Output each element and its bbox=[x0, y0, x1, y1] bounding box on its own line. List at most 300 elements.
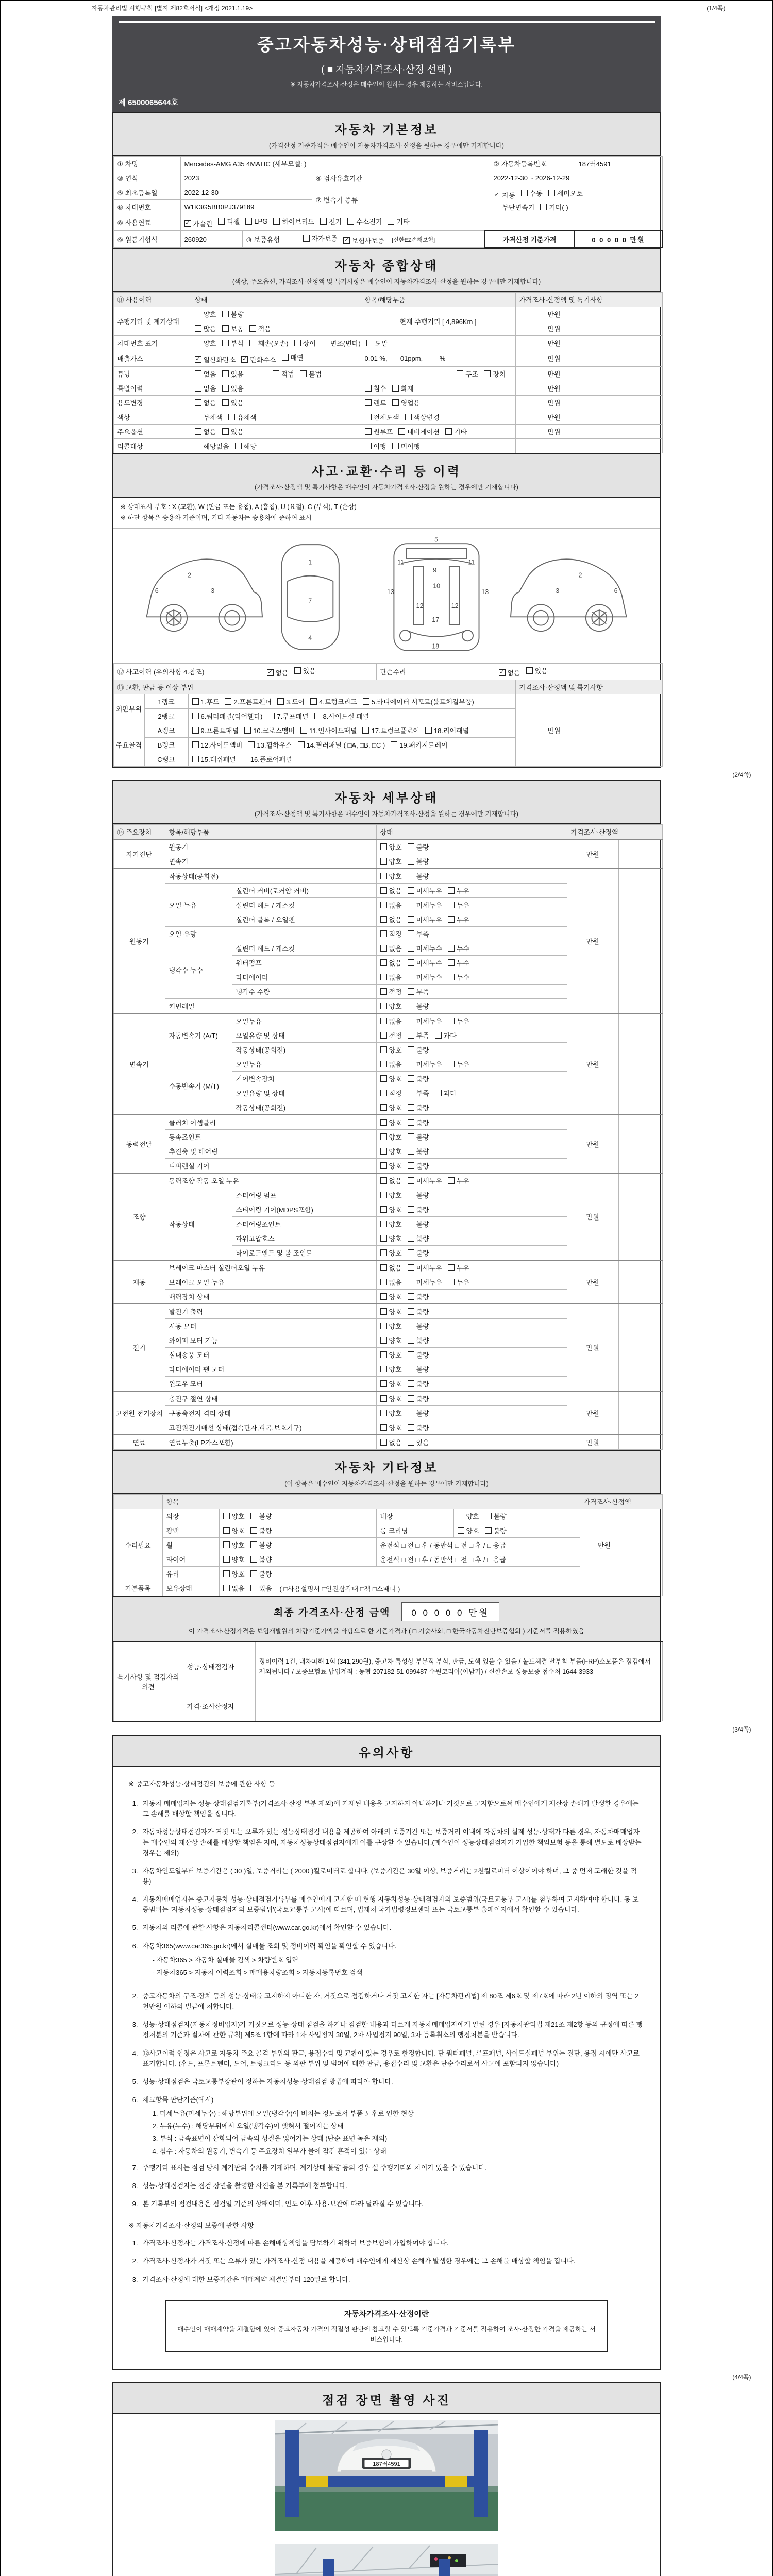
checkbox-option[interactable] bbox=[408, 1307, 429, 1316]
checkbox[interactable] bbox=[380, 1279, 387, 1285]
checkbox[interactable] bbox=[408, 1395, 414, 1402]
checkbox-option[interactable] bbox=[408, 943, 442, 953]
checkbox[interactable] bbox=[365, 414, 372, 420]
checkbox[interactable] bbox=[448, 916, 455, 923]
checkbox[interactable] bbox=[408, 930, 414, 937]
checkbox-option[interactable] bbox=[408, 1437, 429, 1447]
checkbox[interactable] bbox=[195, 399, 201, 406]
checkbox-option[interactable] bbox=[195, 338, 216, 348]
checkbox[interactable] bbox=[282, 354, 289, 361]
checkbox[interactable] bbox=[244, 727, 251, 734]
checkbox[interactable] bbox=[408, 988, 414, 995]
checkbox-option[interactable] bbox=[458, 1526, 479, 1535]
checkbox-option[interactable] bbox=[380, 886, 402, 895]
checkbox[interactable] bbox=[273, 370, 279, 377]
checkbox[interactable] bbox=[408, 1206, 414, 1213]
checkbox[interactable] bbox=[303, 235, 310, 242]
checkbox[interactable] bbox=[380, 1206, 387, 1213]
checkbox-option[interactable] bbox=[448, 1277, 469, 1287]
checkbox-option[interactable] bbox=[548, 188, 583, 198]
checkbox-option[interactable] bbox=[250, 1583, 272, 1593]
checkbox[interactable] bbox=[222, 385, 229, 392]
checkbox[interactable] bbox=[380, 1162, 387, 1169]
checkbox-option[interactable] bbox=[380, 1059, 402, 1069]
checkbox-option[interactable] bbox=[347, 216, 382, 226]
checkbox[interactable] bbox=[380, 1235, 387, 1242]
checkbox[interactable] bbox=[391, 741, 397, 748]
checkbox[interactable] bbox=[249, 325, 256, 332]
checkbox-option[interactable] bbox=[273, 369, 294, 379]
checkbox[interactable] bbox=[218, 218, 225, 225]
checkbox-option[interactable] bbox=[380, 1292, 402, 1301]
checkbox[interactable] bbox=[494, 204, 500, 210]
checkbox[interactable] bbox=[448, 1018, 455, 1024]
checkbox[interactable] bbox=[380, 1410, 387, 1416]
checkbox-option[interactable] bbox=[521, 188, 543, 198]
checkbox-option[interactable] bbox=[408, 1379, 429, 1388]
checkbox[interactable] bbox=[380, 1119, 387, 1126]
checkbox-option[interactable] bbox=[268, 711, 308, 721]
checkbox-option[interactable] bbox=[392, 398, 421, 408]
checkbox[interactable] bbox=[249, 340, 256, 346]
checkbox-option[interactable] bbox=[448, 900, 469, 910]
checkbox[interactable] bbox=[380, 1264, 387, 1271]
checkbox[interactable] bbox=[485, 1513, 492, 1519]
checkbox-option[interactable] bbox=[405, 412, 440, 422]
checkbox[interactable] bbox=[448, 945, 455, 952]
checkbox[interactable] bbox=[380, 1366, 387, 1372]
checkbox[interactable] bbox=[223, 1556, 230, 1563]
checkbox[interactable] bbox=[365, 428, 372, 435]
checkbox-option[interactable] bbox=[448, 958, 469, 968]
checkbox[interactable] bbox=[408, 843, 414, 850]
checkbox-option[interactable] bbox=[380, 1132, 402, 1142]
checkbox-option[interactable] bbox=[391, 740, 447, 750]
checkbox[interactable] bbox=[448, 1177, 455, 1184]
checkbox[interactable] bbox=[380, 1148, 387, 1155]
checkbox[interactable] bbox=[408, 1046, 414, 1053]
checkbox[interactable] bbox=[192, 727, 199, 734]
checkbox-option[interactable] bbox=[408, 1001, 429, 1011]
checkbox-option[interactable] bbox=[294, 666, 316, 675]
checkbox[interactable] bbox=[408, 1075, 414, 1082]
checkbox[interactable] bbox=[294, 340, 301, 346]
checkbox-option[interactable] bbox=[192, 740, 243, 750]
checkbox-option[interactable] bbox=[195, 324, 216, 333]
checkbox-option[interactable] bbox=[380, 1219, 402, 1229]
checkbox[interactable] bbox=[298, 741, 305, 748]
checkbox-option[interactable] bbox=[408, 1117, 429, 1127]
checkbox-option[interactable] bbox=[408, 1248, 429, 1258]
checkbox[interactable]: ✓ bbox=[195, 356, 200, 362]
checkbox[interactable] bbox=[242, 756, 248, 762]
checkbox-option[interactable] bbox=[408, 1263, 442, 1273]
checkbox-option[interactable] bbox=[241, 354, 276, 364]
checkbox[interactable] bbox=[223, 1541, 230, 1548]
checkbox[interactable] bbox=[408, 1162, 414, 1169]
checkbox-option[interactable] bbox=[398, 427, 440, 436]
checkbox[interactable] bbox=[380, 1221, 387, 1227]
checkbox-option[interactable] bbox=[540, 202, 568, 212]
checkbox-option[interactable] bbox=[365, 398, 386, 408]
checkbox[interactable] bbox=[408, 974, 414, 980]
checkbox-option[interactable] bbox=[380, 1045, 402, 1055]
checkbox-option[interactable] bbox=[303, 233, 338, 243]
checkbox[interactable] bbox=[380, 1351, 387, 1358]
checkbox-option[interactable] bbox=[408, 1219, 429, 1229]
checkbox-option[interactable] bbox=[366, 338, 388, 348]
checkbox-option[interactable] bbox=[222, 324, 244, 333]
checkbox-option[interactable] bbox=[484, 369, 506, 379]
checkbox[interactable] bbox=[347, 218, 354, 225]
checkbox[interactable] bbox=[540, 204, 547, 210]
checkbox[interactable] bbox=[363, 698, 369, 705]
checkbox[interactable]: ✓ bbox=[494, 191, 499, 198]
checkbox[interactable] bbox=[458, 1513, 464, 1519]
checkbox-option[interactable] bbox=[445, 427, 467, 436]
checkbox-option[interactable] bbox=[380, 943, 402, 953]
checkbox-option[interactable] bbox=[195, 427, 216, 436]
checkbox[interactable] bbox=[380, 1308, 387, 1315]
checkbox-option[interactable] bbox=[222, 398, 244, 408]
checkbox-option[interactable] bbox=[448, 914, 469, 924]
checkbox-option[interactable] bbox=[300, 369, 322, 379]
checkbox[interactable] bbox=[380, 1439, 387, 1446]
checkbox[interactable] bbox=[408, 1061, 414, 1067]
checkbox[interactable] bbox=[380, 1380, 387, 1387]
checkbox[interactable] bbox=[448, 1264, 455, 1271]
checkbox[interactable] bbox=[380, 974, 387, 980]
checkbox-option[interactable] bbox=[222, 383, 244, 393]
checkbox-option[interactable] bbox=[408, 1016, 442, 1026]
checkbox[interactable] bbox=[380, 843, 387, 850]
checkbox[interactable] bbox=[195, 325, 201, 332]
checkbox-option[interactable] bbox=[195, 354, 236, 364]
checkbox-option[interactable] bbox=[195, 412, 223, 422]
checkbox-option[interactable] bbox=[380, 1364, 402, 1374]
checkbox-option[interactable] bbox=[380, 1263, 402, 1273]
checkbox-option[interactable] bbox=[408, 1176, 442, 1185]
checkbox-option[interactable] bbox=[228, 412, 257, 422]
checkbox-option[interactable] bbox=[380, 1422, 402, 1432]
checkbox[interactable] bbox=[250, 1585, 257, 1591]
checkbox-option[interactable] bbox=[408, 856, 429, 866]
checkbox[interactable] bbox=[380, 1293, 387, 1300]
checkbox-option[interactable] bbox=[380, 1307, 402, 1316]
checkbox[interactable] bbox=[408, 1380, 414, 1387]
checkbox[interactable] bbox=[380, 1133, 387, 1140]
checkbox[interactable] bbox=[380, 858, 387, 865]
checkbox-option[interactable] bbox=[408, 1074, 429, 1083]
checkbox[interactable] bbox=[380, 1032, 387, 1039]
checkbox[interactable] bbox=[380, 1192, 387, 1198]
checkbox[interactable] bbox=[408, 1279, 414, 1285]
checkbox[interactable] bbox=[223, 1513, 230, 1519]
checkbox[interactable] bbox=[365, 443, 372, 449]
checkbox-option[interactable] bbox=[380, 1248, 402, 1258]
checkbox-option[interactable] bbox=[223, 1569, 245, 1579]
checkbox-option[interactable] bbox=[195, 309, 216, 319]
checkbox-option[interactable] bbox=[294, 338, 316, 348]
checkbox[interactable] bbox=[195, 370, 201, 377]
checkbox-option[interactable] bbox=[282, 352, 304, 362]
checkbox[interactable] bbox=[222, 428, 229, 435]
checkbox[interactable] bbox=[192, 698, 199, 705]
checkbox[interactable] bbox=[380, 902, 387, 908]
checkbox[interactable] bbox=[408, 1192, 414, 1198]
checkbox-option[interactable] bbox=[408, 1408, 429, 1418]
checkbox-option[interactable] bbox=[380, 1335, 402, 1345]
checkbox-option[interactable] bbox=[223, 1540, 245, 1550]
checkbox[interactable] bbox=[408, 1119, 414, 1126]
checkbox[interactable] bbox=[380, 1395, 387, 1402]
checkbox-option[interactable] bbox=[222, 338, 244, 348]
checkbox-option[interactable] bbox=[408, 842, 429, 852]
checkbox[interactable] bbox=[380, 1337, 387, 1344]
checkbox[interactable] bbox=[195, 414, 201, 420]
checkbox-option[interactable] bbox=[408, 1335, 429, 1345]
checkbox[interactable] bbox=[408, 945, 414, 952]
checkbox[interactable] bbox=[548, 190, 555, 196]
checkbox-option[interactable] bbox=[408, 958, 442, 968]
checkbox-option[interactable] bbox=[526, 666, 548, 675]
checkbox[interactable] bbox=[408, 1235, 414, 1242]
checkbox[interactable] bbox=[250, 1556, 257, 1563]
checkbox-option[interactable] bbox=[380, 958, 402, 968]
checkbox[interactable] bbox=[408, 1439, 414, 1446]
checkbox-option[interactable] bbox=[485, 1526, 507, 1535]
checkbox-option[interactable] bbox=[380, 1277, 402, 1287]
checkbox[interactable] bbox=[380, 959, 387, 966]
checkbox-option[interactable] bbox=[408, 900, 442, 910]
checkbox-option[interactable] bbox=[425, 725, 469, 735]
checkbox-option[interactable] bbox=[408, 886, 442, 895]
checkbox-option[interactable] bbox=[448, 972, 469, 982]
checkbox-option[interactable] bbox=[408, 1364, 429, 1374]
checkbox[interactable] bbox=[222, 370, 229, 377]
checkbox-option[interactable] bbox=[392, 441, 421, 451]
checkbox-option[interactable] bbox=[310, 697, 357, 706]
checkbox-option[interactable] bbox=[408, 914, 442, 924]
checkbox[interactable] bbox=[228, 414, 235, 420]
checkbox[interactable] bbox=[448, 887, 455, 894]
checkbox-option[interactable] bbox=[380, 1117, 402, 1127]
checkbox[interactable] bbox=[408, 1351, 414, 1358]
checkbox-option[interactable] bbox=[448, 1176, 469, 1185]
checkbox-option[interactable] bbox=[408, 1190, 429, 1200]
checkbox-option[interactable] bbox=[380, 1233, 402, 1243]
checkbox-option[interactable] bbox=[250, 1540, 272, 1550]
checkbox[interactable] bbox=[392, 399, 399, 406]
checkbox-option[interactable] bbox=[195, 383, 216, 393]
checkbox-option[interactable] bbox=[192, 697, 220, 706]
checkbox[interactable] bbox=[408, 902, 414, 908]
checkbox[interactable] bbox=[235, 443, 242, 449]
checkbox[interactable] bbox=[448, 902, 455, 908]
checkbox[interactable] bbox=[250, 1541, 257, 1548]
checkbox-option[interactable] bbox=[192, 754, 236, 764]
checkbox[interactable] bbox=[195, 385, 201, 392]
checkbox[interactable]: ✓ bbox=[185, 220, 190, 226]
checkbox-option[interactable] bbox=[448, 943, 469, 953]
checkbox-option[interactable] bbox=[225, 697, 272, 706]
checkbox[interactable] bbox=[408, 1323, 414, 1329]
checkbox[interactable] bbox=[195, 428, 201, 435]
checkbox-option[interactable] bbox=[380, 1350, 402, 1360]
checkbox[interactable] bbox=[408, 1308, 414, 1315]
checkbox-option[interactable] bbox=[380, 1016, 402, 1026]
checkbox-option[interactable] bbox=[408, 1394, 429, 1403]
checkbox[interactable] bbox=[245, 218, 252, 225]
checkbox-option[interactable] bbox=[249, 324, 271, 333]
checkbox[interactable] bbox=[222, 340, 229, 346]
checkbox-option[interactable] bbox=[380, 1161, 402, 1171]
checkbox[interactable] bbox=[380, 887, 387, 894]
checkbox-option[interactable] bbox=[218, 216, 240, 226]
checkbox[interactable] bbox=[380, 930, 387, 937]
checkbox[interactable] bbox=[408, 1003, 414, 1009]
checkbox[interactable] bbox=[408, 1410, 414, 1416]
checkbox-option[interactable] bbox=[448, 1016, 469, 1026]
checkbox[interactable] bbox=[408, 1337, 414, 1344]
checkbox-option[interactable] bbox=[380, 1190, 402, 1200]
checkbox[interactable] bbox=[448, 1061, 455, 1067]
checkbox-option[interactable] bbox=[435, 1088, 457, 1098]
checkbox-option[interactable] bbox=[195, 398, 216, 408]
checkbox[interactable] bbox=[268, 713, 275, 719]
checkbox-option[interactable] bbox=[277, 697, 305, 706]
checkbox-option[interactable] bbox=[380, 871, 402, 881]
checkbox-option[interactable] bbox=[250, 1569, 272, 1579]
checkbox[interactable] bbox=[277, 698, 284, 705]
checkbox[interactable] bbox=[222, 399, 229, 406]
checkbox[interactable] bbox=[362, 727, 369, 734]
checkbox-option[interactable] bbox=[249, 338, 289, 348]
checkbox[interactable]: ✓ bbox=[499, 669, 505, 675]
checkbox-option[interactable] bbox=[408, 1350, 429, 1360]
checkbox[interactable] bbox=[195, 443, 201, 449]
checkbox[interactable] bbox=[435, 1090, 442, 1096]
checkbox[interactable] bbox=[408, 1264, 414, 1271]
checkbox-option[interactable] bbox=[244, 725, 295, 735]
checkbox[interactable] bbox=[222, 325, 229, 332]
checkbox-option[interactable] bbox=[298, 740, 385, 750]
checkbox-option[interactable] bbox=[365, 412, 399, 422]
checkbox-option[interactable] bbox=[408, 1321, 429, 1331]
checkbox-option[interactable] bbox=[408, 1088, 429, 1098]
checkbox[interactable] bbox=[380, 1075, 387, 1082]
checkbox-option[interactable] bbox=[448, 1263, 469, 1273]
checkbox-option[interactable] bbox=[300, 725, 357, 735]
checkbox[interactable] bbox=[408, 1148, 414, 1155]
checkbox[interactable] bbox=[448, 974, 455, 980]
checkbox[interactable] bbox=[300, 727, 307, 734]
checkbox-option[interactable] bbox=[322, 338, 361, 348]
checkbox[interactable] bbox=[192, 713, 199, 719]
checkbox-option[interactable] bbox=[380, 987, 402, 996]
checkbox[interactable] bbox=[408, 1133, 414, 1140]
checkbox[interactable] bbox=[408, 1221, 414, 1227]
checkbox-option[interactable] bbox=[380, 856, 402, 866]
checkbox[interactable] bbox=[425, 727, 432, 734]
checkbox[interactable] bbox=[223, 1585, 230, 1591]
checkbox-option[interactable] bbox=[365, 441, 386, 451]
checkbox[interactable] bbox=[380, 1018, 387, 1024]
checkbox-option[interactable] bbox=[435, 1030, 457, 1040]
checkbox-option[interactable] bbox=[250, 1526, 272, 1535]
checkbox-option[interactable] bbox=[314, 711, 369, 721]
checkbox-option[interactable] bbox=[380, 1146, 402, 1156]
checkbox[interactable] bbox=[225, 698, 231, 705]
checkbox-option[interactable] bbox=[408, 1233, 429, 1243]
checkbox-option[interactable] bbox=[380, 929, 402, 939]
checkbox-option[interactable] bbox=[458, 1511, 479, 1521]
checkbox-option[interactable] bbox=[363, 697, 474, 706]
checkbox[interactable] bbox=[485, 1527, 492, 1534]
checkbox[interactable] bbox=[380, 1003, 387, 1009]
checkbox[interactable] bbox=[408, 887, 414, 894]
checkbox[interactable] bbox=[380, 1090, 387, 1096]
checkbox-option[interactable] bbox=[362, 725, 419, 735]
checkbox-option[interactable] bbox=[365, 427, 393, 436]
checkbox-option[interactable] bbox=[222, 427, 244, 436]
checkbox-option[interactable] bbox=[223, 1511, 245, 1521]
checkbox-option[interactable] bbox=[222, 369, 244, 379]
checkbox[interactable] bbox=[380, 988, 387, 995]
checkbox-option[interactable] bbox=[195, 369, 216, 379]
checkbox[interactable] bbox=[380, 916, 387, 923]
checkbox-option[interactable] bbox=[380, 1176, 402, 1185]
checkbox[interactable] bbox=[300, 370, 307, 377]
checkbox[interactable] bbox=[392, 385, 399, 392]
checkbox-option[interactable] bbox=[195, 441, 229, 451]
checkbox[interactable] bbox=[408, 873, 414, 879]
checkbox-option[interactable] bbox=[408, 1161, 429, 1171]
checkbox[interactable] bbox=[408, 1293, 414, 1300]
checkbox[interactable] bbox=[310, 698, 317, 705]
checkbox-option[interactable] bbox=[380, 1408, 402, 1418]
checkbox[interactable] bbox=[380, 945, 387, 952]
checkbox[interactable] bbox=[223, 1527, 230, 1534]
checkbox-option[interactable] bbox=[380, 1379, 402, 1388]
checkbox[interactable] bbox=[408, 1424, 414, 1431]
checkbox-option[interactable] bbox=[222, 309, 244, 319]
checkbox-option[interactable] bbox=[223, 1583, 245, 1593]
checkbox[interactable] bbox=[408, 1018, 414, 1024]
checkbox-option[interactable] bbox=[380, 1437, 402, 1447]
checkbox-option[interactable] bbox=[408, 1045, 429, 1055]
checkbox-option[interactable] bbox=[499, 668, 520, 677]
checkbox-option[interactable] bbox=[448, 886, 469, 895]
checkbox-option[interactable] bbox=[380, 972, 402, 982]
checkbox[interactable]: ✓ bbox=[267, 669, 273, 675]
checkbox-option[interactable] bbox=[343, 235, 384, 245]
checkbox-option[interactable] bbox=[392, 383, 414, 393]
checkbox-option[interactable] bbox=[408, 1292, 429, 1301]
checkbox[interactable] bbox=[392, 443, 399, 449]
checkbox-option[interactable] bbox=[192, 725, 239, 735]
checkbox-option[interactable] bbox=[457, 369, 478, 379]
checkbox-option[interactable] bbox=[320, 216, 342, 226]
checkbox-option[interactable] bbox=[408, 1132, 429, 1142]
checkbox[interactable] bbox=[408, 1090, 414, 1096]
checkbox-option[interactable] bbox=[408, 1277, 442, 1287]
checkbox-option[interactable] bbox=[380, 1030, 402, 1040]
checkbox[interactable] bbox=[365, 385, 372, 392]
checkbox[interactable] bbox=[195, 340, 201, 346]
checkbox[interactable] bbox=[380, 1104, 387, 1111]
checkbox[interactable] bbox=[448, 1279, 455, 1285]
